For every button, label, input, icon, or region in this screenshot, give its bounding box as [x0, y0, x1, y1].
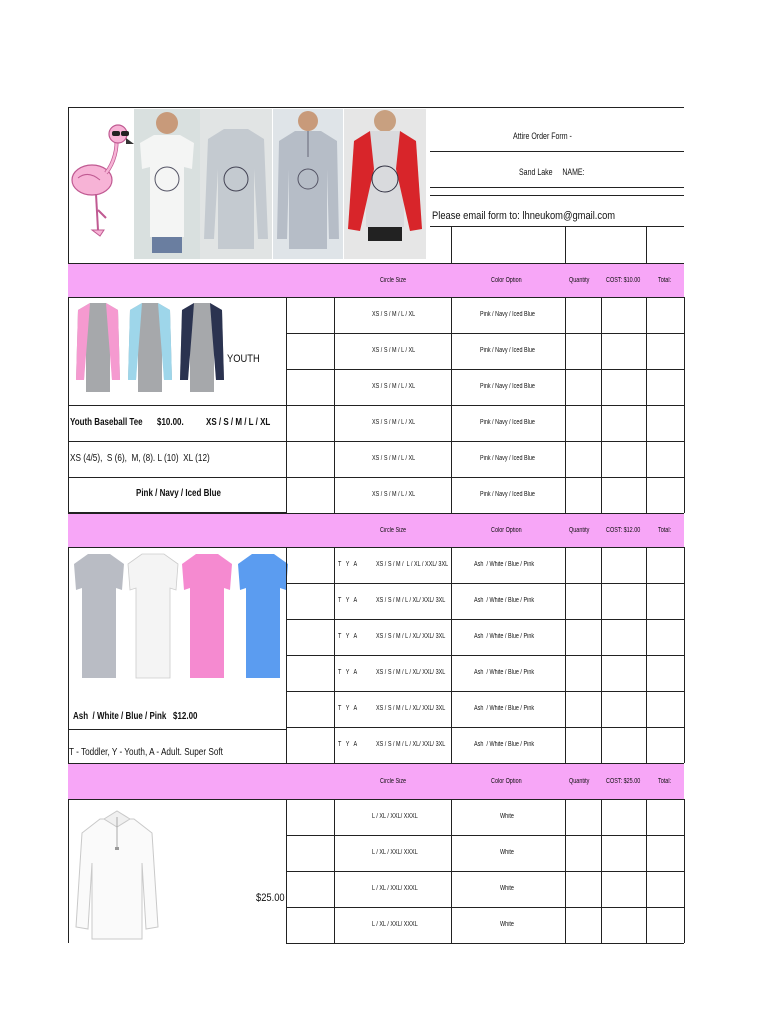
email-instruction: Please email form to: lhneukom@gmail.com — [432, 210, 616, 222]
color-options: Ash / White / Blue / Pink — [474, 669, 535, 676]
photo-youth-raglans — [72, 300, 232, 396]
cost-cell[interactable] — [602, 478, 646, 513]
photo-white-quarter-zip — [72, 803, 162, 941]
cost-cell[interactable] — [602, 872, 646, 907]
total-cell[interactable] — [647, 298, 684, 333]
quantity-cell[interactable] — [566, 584, 601, 619]
cost-cell[interactable] — [602, 836, 646, 871]
quantity-cell[interactable] — [566, 370, 601, 405]
cost-cell[interactable] — [602, 692, 646, 727]
color-options: White — [500, 885, 514, 892]
color-options: Pink / Navy / Iced Blue — [480, 455, 535, 462]
size-options: XS / S / M / L / XL/ XXL/ 3XL — [376, 633, 446, 640]
total-cell[interactable] — [647, 442, 684, 477]
photo-quarter-zip — [273, 109, 343, 259]
col-quantity: Quantity — [569, 778, 590, 785]
quantity-cell[interactable] — [566, 908, 601, 943]
color-options: White — [500, 921, 514, 928]
age-group-options: T Y A — [338, 741, 358, 748]
color-options: Ash / White / Blue / Pink — [474, 705, 535, 712]
quantity-cell[interactable] — [566, 656, 601, 691]
youth-tee-price: $10.00. — [157, 417, 184, 428]
total-cell[interactable] — [647, 656, 684, 691]
col-circle-size: Circle Size — [380, 277, 407, 284]
color-options: Ash / White / Blue / Pink — [474, 633, 535, 640]
col-circle-size: Circle Size — [380, 527, 407, 534]
color-options: White — [500, 813, 514, 820]
size-options: XS / S / M / L / XL — [372, 383, 416, 390]
form-title: Attire Order Form - — [513, 131, 572, 141]
cost-cell[interactable] — [602, 442, 646, 477]
cost-cell[interactable] — [602, 406, 646, 441]
size-options: L / XL / XXL/ XXXL — [372, 813, 418, 820]
total-cell[interactable] — [647, 478, 684, 513]
size-options: XS / S / M / L / XL — [372, 455, 416, 462]
total-cell[interactable] — [647, 728, 684, 763]
flamingo-icon — [70, 118, 134, 244]
total-cell[interactable] — [647, 370, 684, 405]
photo-grey-longsleeve — [200, 109, 272, 259]
color-options: Pink / Navy / Iced Blue — [480, 311, 535, 318]
quantity-cell[interactable] — [566, 298, 601, 333]
super-soft-caption: Ash / White / Blue / Pink $12.00 — [73, 711, 198, 722]
photo-super-soft-tees — [72, 550, 292, 682]
col-quantity: Quantity — [569, 277, 590, 284]
photo-white-tee — [134, 109, 200, 259]
youth-label: YOUTH — [227, 353, 260, 365]
cost-cell[interactable] — [602, 620, 646, 655]
size-options: XS / S / M / L / XL — [372, 347, 416, 354]
cost-cell[interactable] — [602, 584, 646, 619]
quantity-cell[interactable] — [566, 800, 601, 835]
age-group-options: T Y A — [338, 561, 358, 568]
quantity-cell[interactable] — [566, 334, 601, 369]
color-options: Pink / Navy / Iced Blue — [480, 347, 535, 354]
age-group-options: T Y A — [338, 597, 358, 604]
size-options: XS / S / M / L / XL/ XXL/ 3XL — [376, 741, 446, 748]
col-color-option: Color Option — [491, 277, 522, 284]
quantity-cell[interactable] — [566, 692, 601, 727]
color-options: Ash / White / Blue / Pink — [474, 597, 535, 604]
size-options: XS / S / M / L / XL/ XXL/ 3XL — [376, 705, 446, 712]
quantity-cell[interactable] — [566, 406, 601, 441]
youth-tee-sizes: XS / S / M / L / XL — [206, 417, 271, 428]
size-options: XS / S / M / L / XL/ XXL/ 3XL — [376, 597, 446, 604]
size-options: XS / S / M / L / XL/ XXL/ 3XL — [376, 669, 446, 676]
quantity-cell[interactable] — [566, 548, 601, 583]
youth-size-detail: XS (4/5), S (6), M, (8). L (10) XL (12) — [70, 453, 210, 464]
color-options: Pink / Navy / Iced Blue — [480, 383, 535, 390]
cost-cell[interactable] — [602, 908, 646, 943]
color-options: Ash / White / Blue / Pink — [474, 561, 535, 568]
school-name-line: Sand Lake NAME: — [519, 167, 585, 177]
col-color-option: Color Option — [491, 527, 522, 534]
youth-tee-name: Youth Baseball Tee — [70, 417, 143, 428]
color-options: White — [500, 849, 514, 856]
quantity-cell[interactable] — [566, 478, 601, 513]
age-group-options: T Y A — [338, 669, 358, 676]
quantity-cell[interactable] — [566, 872, 601, 907]
youth-tee-colors: Pink / Navy / Iced Blue — [136, 488, 221, 499]
quantity-cell[interactable] — [566, 620, 601, 655]
age-group-options: T Y A — [338, 705, 358, 712]
col-total: Total: — [658, 778, 672, 785]
super-soft-note: T - Toddler, Y - Youth, A - Adult. Super Soft — [69, 747, 223, 758]
quantity-cell[interactable] — [566, 728, 601, 763]
total-cell[interactable] — [647, 548, 684, 583]
cost-cell[interactable] — [602, 656, 646, 691]
photo-red-raglan — [344, 109, 426, 259]
quarter-zip-price: $25.00 — [256, 892, 285, 904]
total-cell[interactable] — [647, 872, 684, 907]
age-group-options: T Y A — [338, 633, 358, 640]
cost-cell[interactable] — [602, 298, 646, 333]
total-cell[interactable] — [647, 692, 684, 727]
cost-cell[interactable] — [602, 548, 646, 583]
cost-cell[interactable] — [602, 370, 646, 405]
quantity-cell[interactable] — [566, 442, 601, 477]
total-cell[interactable] — [647, 836, 684, 871]
total-cell[interactable] — [647, 800, 684, 835]
total-cell[interactable] — [647, 334, 684, 369]
cost-cell[interactable] — [602, 800, 646, 835]
size-options: XS / S / M / L / XL / XXL/ 3XL — [376, 561, 449, 568]
total-cell[interactable] — [647, 406, 684, 441]
cost-cell[interactable] — [602, 728, 646, 763]
size-options: L / XL / XXL/ XXXL — [372, 849, 418, 856]
color-options: Ash / White / Blue / Pink — [474, 741, 535, 748]
size-options: XS / S / M / L / XL — [372, 491, 416, 498]
col-cost: COST: $12.00 — [606, 527, 641, 534]
col-cost: COST: $25.00 — [606, 778, 641, 785]
col-total: Total: — [658, 277, 672, 284]
col-total: Total: — [658, 527, 672, 534]
color-options: Pink / Navy / Iced Blue — [480, 491, 535, 498]
color-options: Pink / Navy / Iced Blue — [480, 419, 535, 426]
size-options: L / XL / XXL/ XXXL — [372, 921, 418, 928]
size-options: XS / S / M / L / XL — [372, 419, 416, 426]
col-color-option: Color Option — [491, 778, 522, 785]
col-quantity: Quantity — [569, 527, 590, 534]
total-cell[interactable] — [647, 620, 684, 655]
size-options: XS / S / M / L / XL — [372, 311, 416, 318]
col-cost: COST: $10.00 — [606, 277, 641, 284]
quantity-cell[interactable] — [566, 836, 601, 871]
col-circle-size: Circle Size — [380, 778, 407, 785]
cost-cell[interactable] — [602, 334, 646, 369]
total-cell[interactable] — [647, 908, 684, 943]
size-options: L / XL / XXL/ XXXL — [372, 885, 418, 892]
total-cell[interactable] — [647, 584, 684, 619]
